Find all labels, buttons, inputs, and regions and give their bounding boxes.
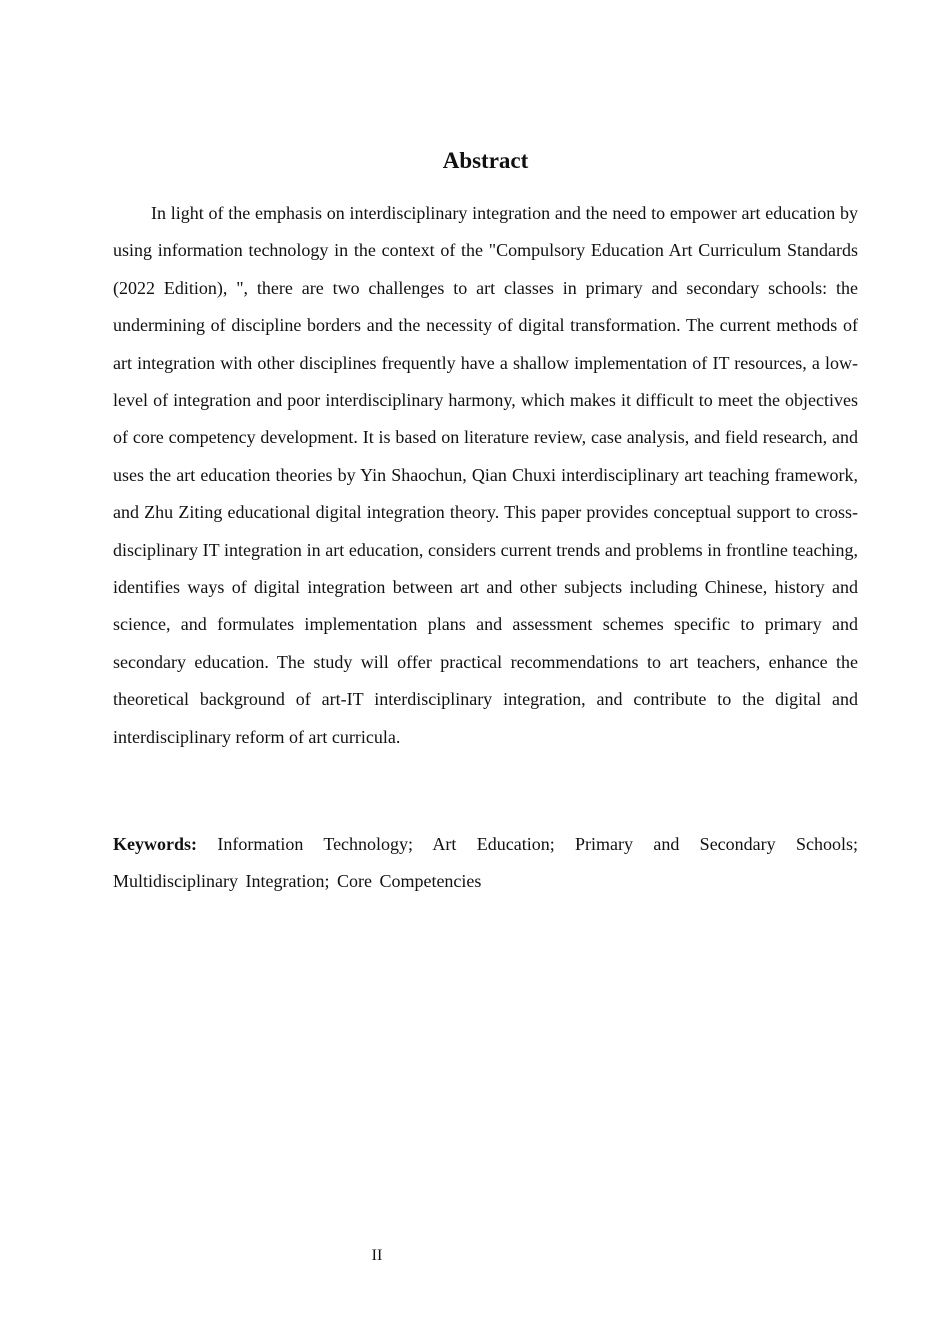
keywords-label: Keywords: bbox=[113, 834, 197, 854]
keywords-text: Information Technology; Art Education; Primary and Secondary Schools; Multidisciplinary Integration; Core Competencies bbox=[113, 834, 858, 892]
abstract-title: Abstract bbox=[442, 148, 529, 173]
abstract-body: In light of the emphasis on interdisciplinary integration and the need to empower art education by using information technology in the context of the "Compulsory Education Art Curriculum Standards (2022 Edition), ", there are two challenges to art classes in primary and secondary schools: the undermining of discipline borders and the necessity of digital transformation. The current methods of art integration with other disciplines frequently have a shallow implementation of IT resources, a low-level of integration and poor interdisciplinary harmony, which makes it difficult to meet the objectives of core competency development. It is based on literature review, case analysis, and field research, and uses the art education theories by Yin Shaochun, Qian Chuxi interdisciplinary art teaching framework, and Zhu Ziting educational digital integration theory. This paper provides conceptual support to cross-disciplinary IT integration in art education, considers current trends and problems in frontline teaching, identifies ways of digital integration between art and other subjects including Chinese, history and science, and formulates implementation plans and assessment schemes specific to primary and secondary education. The study will offer practical recommendations to art teachers, enhance the theoretical background of art-IT interdisciplinary integration, and contribute to the digital and interdisciplinary reform of art curricula. bbox=[113, 203, 858, 747]
page-number: II bbox=[371, 1247, 383, 1264]
keywords-paragraph bbox=[113, 826, 858, 901]
